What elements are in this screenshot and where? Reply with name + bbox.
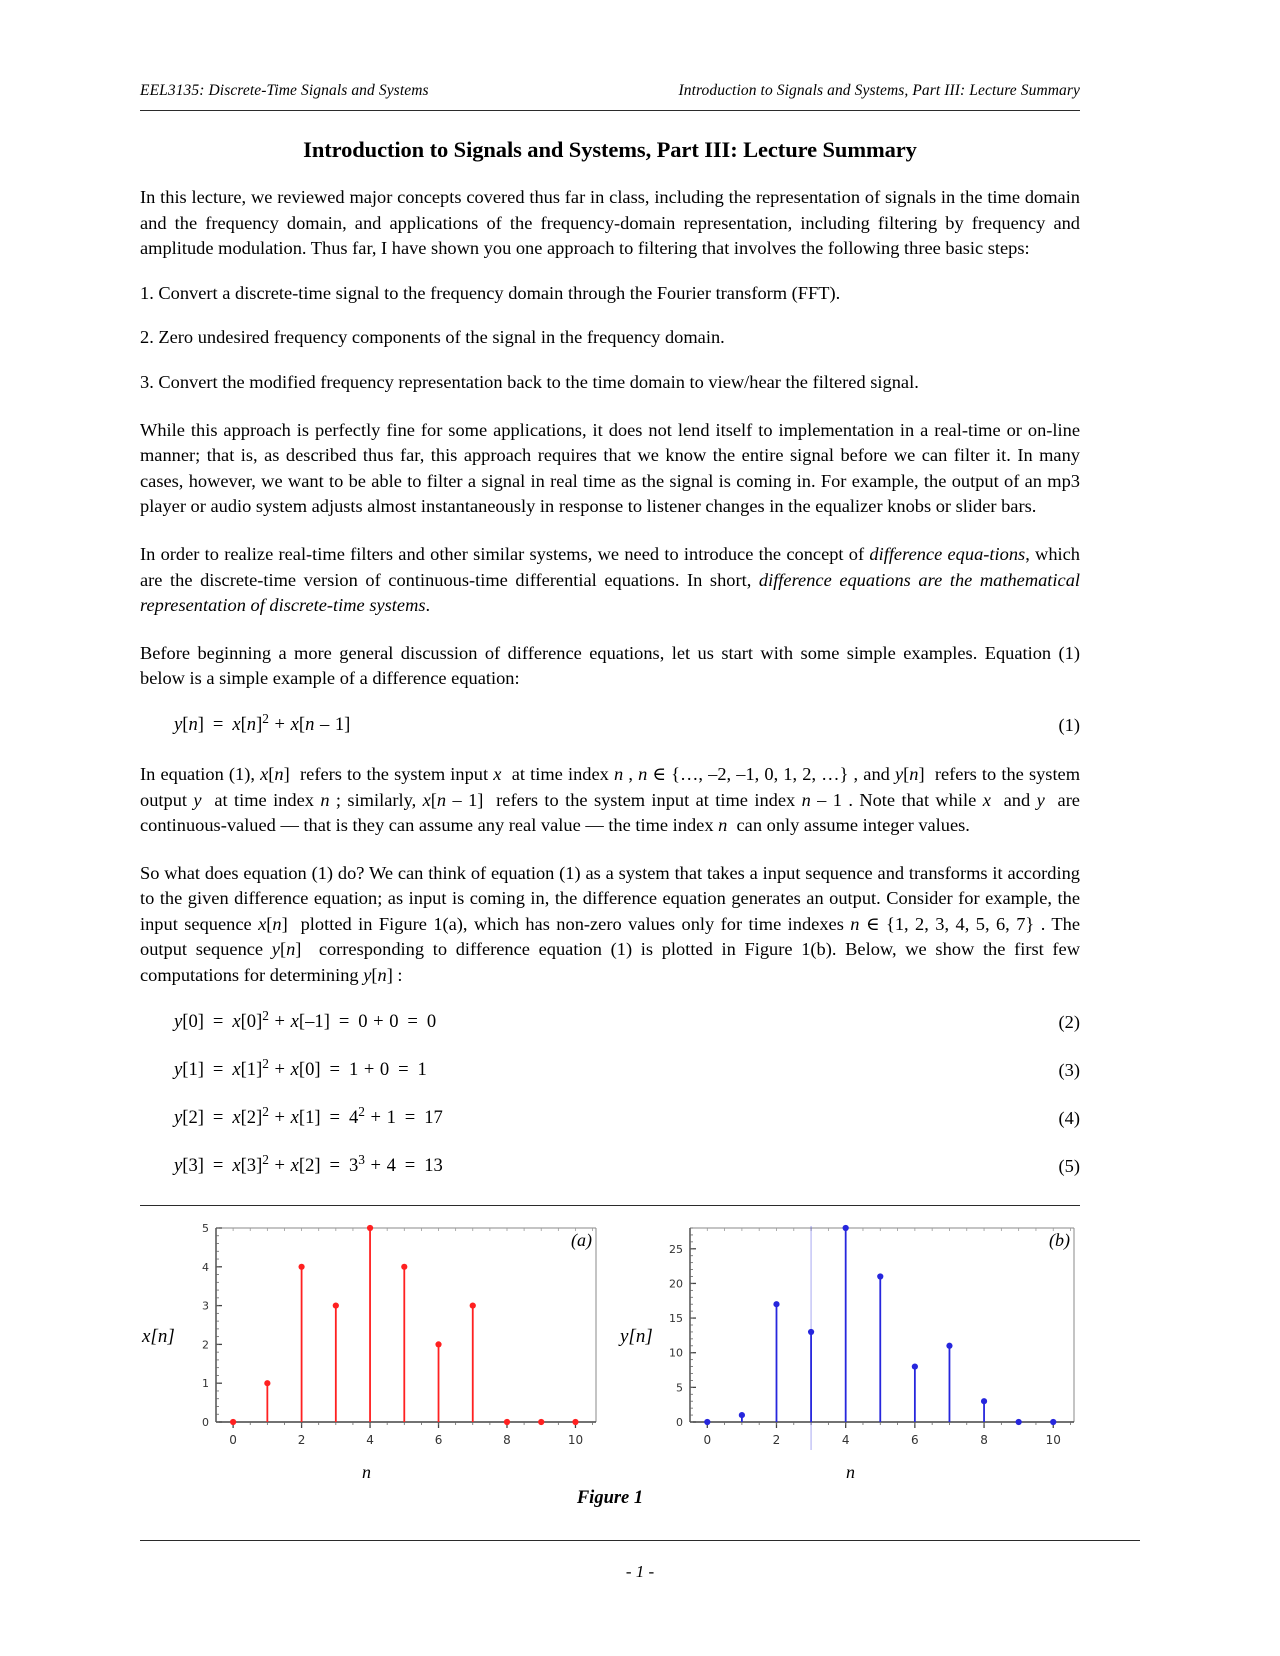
plot-panel-a	[140, 1214, 602, 1482]
running-header-left: EEL3135: Discrete-Time Signals and Systems	[140, 82, 429, 99]
diffeq-emphasis-1: difference equa-	[869, 543, 990, 564]
equation-2-row	[140, 1007, 1080, 1037]
step-1: 1. Convert a discrete-time signal to the frequency domain through the Fourier transform (FFT).	[140, 282, 841, 303]
page-number: - 1 -	[625, 1562, 655, 1581]
svg-text:15: 15	[669, 1311, 683, 1325]
figure-caption: Figure 1	[576, 1487, 644, 1508]
plot-a-panel-letter: (a)	[571, 1229, 592, 1250]
equation-4-tag: (4)	[1058, 1107, 1080, 1128]
plot-a-canvas	[140, 1214, 602, 1464]
paragraph-before-equation: Before beginning a more general discussion of difference equations, let us start with some simple examples. Equation (1) below is a simple example of a difference equation:	[140, 642, 1080, 689]
svg-text:20: 20	[669, 1277, 683, 1291]
svg-text:2: 2	[297, 1432, 306, 1447]
plot-b-canvas	[618, 1214, 1080, 1464]
svg-text:10: 10	[1045, 1432, 1061, 1447]
plot-a-xlabel: n	[362, 1461, 371, 1482]
plot-b-panel-letter: (b)	[1049, 1229, 1070, 1250]
svg-text:4: 4	[841, 1432, 850, 1447]
svg-text:6: 6	[434, 1432, 443, 1447]
svg-text:2: 2	[772, 1432, 781, 1447]
equation-3: $y[1] = x[1]^2 + x[0] = 1 + 0 = 1$	[174, 1055, 427, 1080]
svg-text:5: 5	[202, 1221, 209, 1235]
svg-text:25: 25	[669, 1242, 683, 1256]
svg-text:3: 3	[202, 1299, 209, 1313]
svg-text:2: 2	[202, 1338, 209, 1352]
plot-b-xlabel: n	[846, 1461, 855, 1482]
svg-text:8: 8	[980, 1432, 988, 1447]
equation-1: $y[n] = x[n]^2 + x[n - 1]$	[174, 710, 351, 735]
svg-text:1: 1	[202, 1376, 209, 1390]
paragraph-so-what: So what does equation (1) do? We can think of equation (1) as a system that takes a input sequence and transforms it according to the given difference equation; as input is coming in, the difference equation generates an output. Consider for example, the input sequence x[n] plotted in Figure 1(a), which has non-zero values only for time indexes n ∈ {1, 2, 3, 4, 5, 6, 7} . The output sequence y[n] corresponding to difference equation (1) is plotted in Figure 1(b). Below, we show the first few computations for determining y[n] :	[140, 862, 1080, 986]
header-rule	[140, 110, 1080, 111]
equation-5-row	[140, 1151, 1080, 1181]
equation-4: $y[2] = x[2]^2 + x[1] = 4^2 + 1 = 17$	[174, 1103, 443, 1128]
diffeq-emphasis-1b: tions	[989, 543, 1026, 564]
step-3: 3. Convert the modified frequency representation back to the time domain to view/hear the filtered signal.	[140, 371, 919, 392]
figure-plots	[140, 1206, 1080, 1482]
diffeq-text-c: .	[425, 595, 431, 616]
paragraph-realtime: While this approach is perfectly fine for some applications, it does not lend itself to implementation in a real-time or on-line manner; that is, as described thus far, this approach requires that we know the entire signal before we can filter it. In many cases, however, we want to be able to filter a signal in real time as the signal is coming in. For example, the output of an mp3 player or audio system adjusts almost instantaneously in response to listener changes in the equalizer knobs or slider bars.	[140, 419, 1080, 517]
paragraph-difference-equations	[140, 542, 1080, 619]
paragraph-intro: In this lecture, we reviewed major concepts covered thus far in class, including the representation of signals in the time domain and the frequency domain, and applications of the frequency-domain representation, including filtering by frequency and amplitude modulation. Thus far, I have shown you one approach to filtering that involves the following three basic steps:	[140, 187, 1080, 259]
svg-text:5: 5	[676, 1381, 683, 1395]
svg-text:0: 0	[229, 1432, 237, 1447]
svg-text:10: 10	[567, 1432, 584, 1447]
diffeq-emphasis-2: difference equations are the mathematical representation of discrete-time systems	[140, 569, 1080, 616]
svg-text:10: 10	[669, 1346, 683, 1360]
step-2: 2. Zero undesired frequency components of the signal in the frequency domain.	[140, 327, 725, 348]
svg-text:4: 4	[202, 1260, 209, 1274]
svg-text:6: 6	[911, 1432, 919, 1447]
equation-5: $y[3] = x[3]^2 + x[2] = 3^3 + 4 = 13$	[174, 1151, 443, 1176]
equation-3-tag: (3)	[1058, 1059, 1080, 1080]
paragraph-equation-explanation: In equation (1), x[n] refers to the system input x at time index n , n ∈ {…, –2, –1, 0, 1, 2, …} , and y[n] refers to the system output y at time index n ; similarly, x[n – 1] refers to the system input at time index n – 1 . Note that while x and y are continuous-valued — that is they can assume any real value — the time index n can only assume integer values.	[140, 763, 1081, 836]
equation-2-tag: (2)	[1058, 1011, 1080, 1032]
svg-text:0: 0	[676, 1415, 683, 1429]
svg-text:0: 0	[703, 1432, 712, 1447]
plot-b-ylabel: y[n]	[620, 1325, 653, 1347]
equation-1-tag: (1)	[1058, 714, 1080, 735]
svg-text:0: 0	[202, 1415, 209, 1429]
equation-3-row	[140, 1055, 1080, 1085]
page-title: Introduction to Signals and Systems, Part III: Lecture Summary	[303, 137, 917, 162]
running-header-right: Introduction to Signals and Systems, Part III: Lecture Summary	[678, 82, 1080, 99]
page-content	[140, 0, 1080, 1506]
diffeq-text-a: In order to realize real-time filters and other similar systems, we need to introduce the concept of	[140, 543, 870, 564]
equation-1-row	[140, 710, 1080, 740]
equation-4-row	[140, 1103, 1080, 1133]
equation-5-tag: (5)	[1058, 1155, 1080, 1176]
footer-rule	[140, 1540, 1140, 1541]
svg-text:4: 4	[366, 1432, 374, 1447]
svg-text:8: 8	[503, 1432, 511, 1447]
plot-panel-b	[618, 1214, 1080, 1482]
running-header	[140, 0, 1080, 100]
plot-a-ylabel: x[n]	[142, 1325, 175, 1347]
figure-1	[140, 1206, 1080, 1506]
equation-2: $y[0] = x[0]^2 + x[-1] = 0 + 0 = 0$	[174, 1007, 437, 1032]
diffeq-text-b: , which are the discrete-time version of continuous-time differential equations. In short,	[140, 543, 1080, 590]
